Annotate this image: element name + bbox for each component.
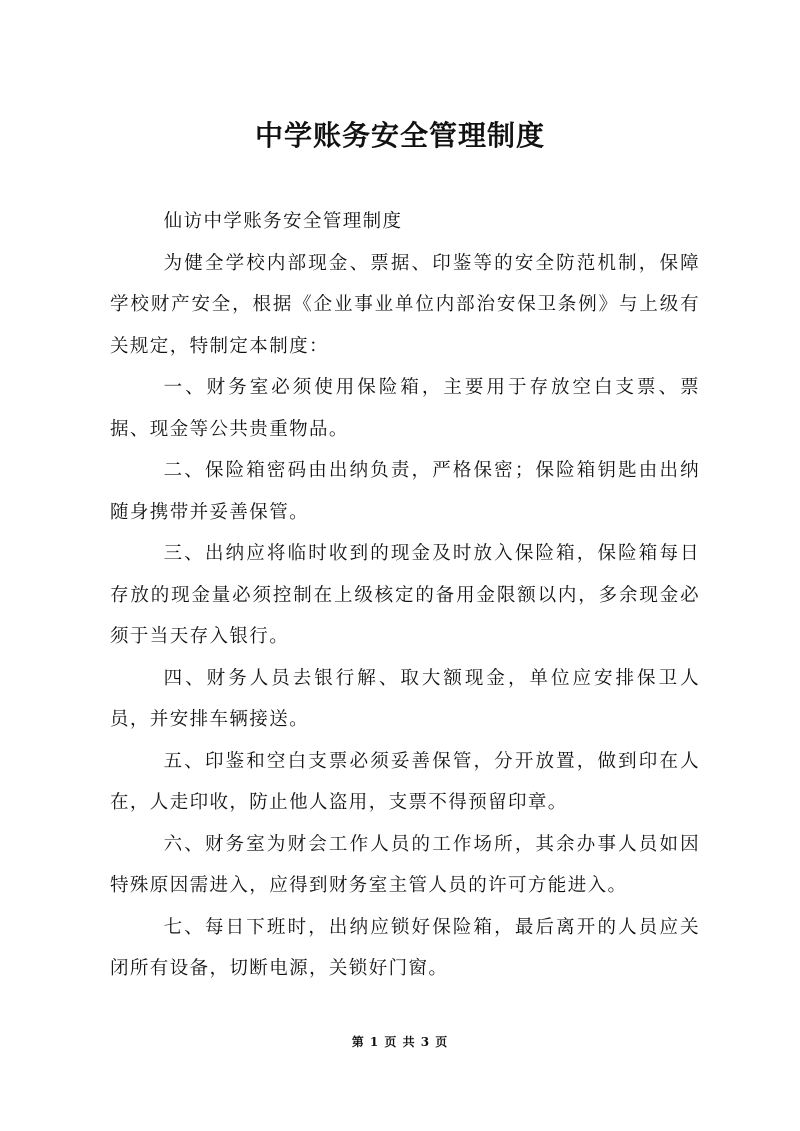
intro-paragraph: 为健全学校内部现金、票据、印鉴等的安全防范机制，保障学校财产安全，根据《企业事业单位内部治安保卫条例》与上级有关规定，特制定本制度：: [110, 252, 700, 357]
rule-4-paragraph: 四、财务人员去银行解、取大额现金，单位应安排保卫人员，并安排车辆接送。: [110, 667, 700, 730]
rule-1-paragraph: 一、财务室必须使用保险箱，主要用于存放空白支票、票据、现金等公共贵重物品。: [110, 377, 700, 440]
document-body: [110, 201, 700, 990]
page-number-footer: 第 1 页 共 3 页: [351, 1035, 449, 1049]
rule-7-paragraph: 七、每日下班时，出纳应锁好保险箱，最后离开的人员应关闭所有设备，切断电源，关锁好门窗。: [110, 916, 700, 979]
rule-5-paragraph: 五、印鉴和空白支票必须妥善保管，分开放置，做到印在人在，人走印收，防止他人盗用，支票不得预留印章。: [110, 750, 700, 813]
rule-6-paragraph: 六、财务室为财会工作人员的工作场所，其余办事人员如因特殊原因需进入，应得到财务室主管人员的许可方能进入。: [110, 833, 700, 896]
rule-3-paragraph: 三、出纳应将临时收到的现金及时放入保险箱，保险箱每日存放的现金量必须控制在上级核定的备用金限额以内，多余现金必须于当天存入银行。: [110, 543, 700, 647]
subtitle-paragraph: 仙访中学账务安全管理制度: [163, 211, 403, 232]
document-title: 中学账务安全管理制度: [254, 119, 545, 152]
rule-2-paragraph: 二、保险箱密码由出纳负责，严格保密；保险箱钥匙由出纳随身携带并妥善保管。: [110, 460, 700, 523]
